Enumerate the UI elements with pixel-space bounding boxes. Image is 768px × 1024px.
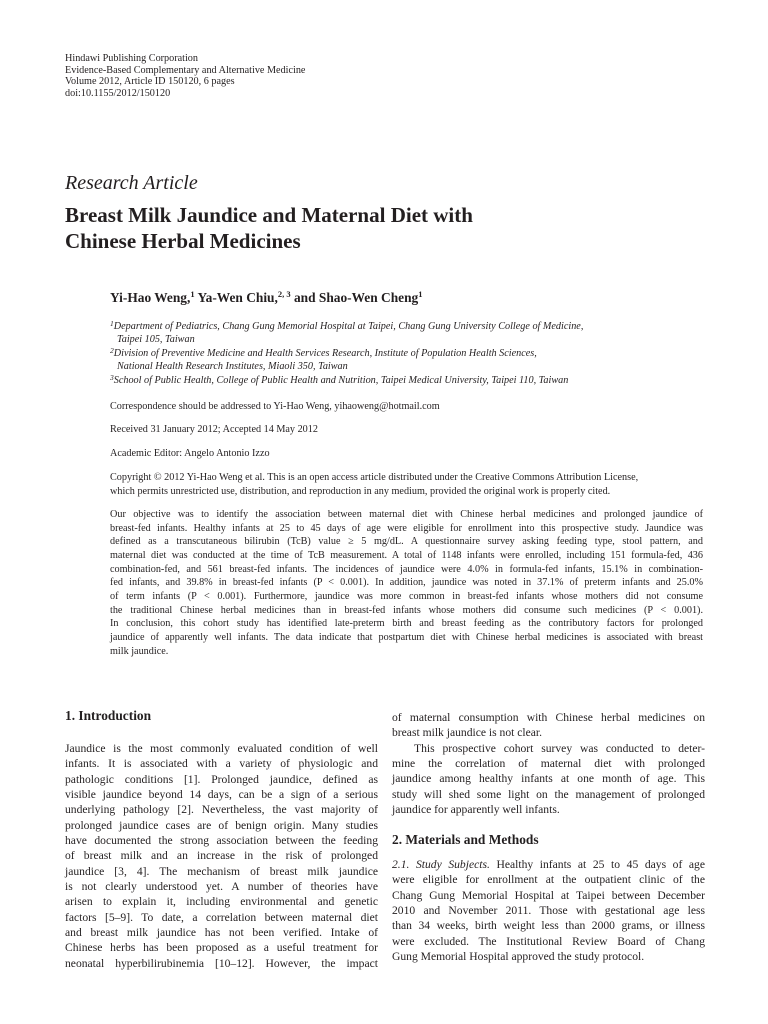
affiliation-item — [110, 347, 710, 373]
article-title — [65, 202, 705, 254]
affiliation-item — [110, 320, 710, 346]
abstract — [110, 508, 703, 658]
affiliation-text: Taipei 105, Taiwan — [117, 334, 195, 345]
body-line: than 34 weeks, birth weight less than 2000 grams, or illness — [392, 919, 705, 933]
author-affiliation-marker: 1 — [418, 289, 423, 299]
body-line: have documented the strong association between the feeding — [65, 834, 378, 848]
abstract-line: maternal diet was conducted at the time of TcB measurement. A total of 1148 infants were enrolled, including 151 formula-fed, 436 — [110, 549, 703, 561]
body-line: Chang Gung Memorial Hospital at Taipei between December — [392, 888, 705, 902]
affiliation-text: Division of Preventive Medicine and Health Services Research, Institute of Population Health Sciences, — [113, 348, 537, 359]
body-line: arisen to explain it, including environmental and genetic — [65, 895, 378, 909]
body-line: and breast milk jaundice has not been verified. Intake of — [65, 926, 378, 940]
introduction-text — [65, 741, 378, 971]
body-line: were excluded. The Institutional Review Board of Chang — [392, 934, 705, 948]
correspondence — [110, 400, 710, 414]
body-line: Chinese herbs has been proposed as a useful treatment for — [65, 941, 378, 955]
body-line: neonatal hyperbilirubinemia [10–12]. However, the impact — [65, 956, 378, 970]
author-affiliation-marker: 2, 3 — [277, 289, 291, 299]
academic-editor: Academic Editor: Angelo Antonio Izzo — [110, 448, 270, 459]
affiliations — [110, 320, 710, 388]
abstract-line: breast-fed infants. Healthy infants at 25 to 45 days of age were eligible for enrollment into this prospective study. Jaundice was — [110, 522, 703, 534]
author-name: and Shao-Wen Cheng — [293, 290, 419, 305]
body-line: breast milk jaundice is not clear. — [392, 726, 543, 740]
body-line: infants. It is associated with a variety of physiologic and — [65, 757, 378, 771]
body-line: jaundice among healthy infants at one month of age. This — [392, 772, 705, 786]
body-line — [392, 857, 705, 872]
title-line: Breast Milk Jaundice and Maternal Diet with — [65, 203, 473, 227]
body-line: prolonged jaundice cases are of benign origin. Many studies — [65, 818, 378, 832]
body-line: Gung Memorial Hospital approved the study protocol. — [392, 950, 645, 964]
section-heading-methods: 2. Materials and Methods — [392, 832, 539, 847]
publisher-name: Hindawi Publishing Corporation — [65, 53, 198, 64]
subsection-title: 2.1. Study Subjects. — [392, 858, 490, 871]
body-line: were eligible for enrollment at the outpatient clinic of the — [392, 873, 705, 887]
correspondence-text: Correspondence should be addressed to Yi-Hao Weng, — [110, 401, 335, 412]
body-text: Healthy infants at 25 to 45 days of age — [489, 858, 705, 871]
body-line: pathologic conditions [1]. Prolonged jaundice, defined as — [65, 772, 378, 786]
affiliation-text: National Health Research Institutes, Miaoli 350, Taiwan — [117, 361, 348, 372]
affiliation-number: 3 — [110, 373, 114, 382]
body-line: Jaundice is the most commonly evaluated condition of well — [65, 742, 378, 755]
body-line: study will shed some light on the management of prolonged — [392, 787, 705, 801]
body-line: of maternal consumption with Chinese herbal medicines on — [392, 711, 705, 724]
body-line: 2010 and November 2011. Those with gestational age less — [392, 904, 705, 918]
abstract-line: defined as a transcutaneous bilirubin (TcB) value ≥ 5 mg/dL. A questionnaire survey asking feeding type, stool pattern, and — [110, 536, 703, 548]
abstract-line: combination-fed, and 561 breast-fed infants. The incidences of jaundice were 4.0% in formula-fed infants, 15.1% in combination- — [110, 563, 703, 575]
affiliation-text: Department of Pediatrics, Chang Gung Memorial Hospital at Taipei, Chang Gung University College of Medicine, — [113, 321, 584, 332]
body-line: jaundice for apparently well infants. — [392, 803, 560, 817]
body-line: of breast milk and an increase in the risk of prolonged — [65, 849, 378, 863]
abstract-line: fed infants, and 39.8% in breast-fed infants (P < 0.001). In addition, jaundice was noted in 37.1% of preterm infants and 25.0% — [110, 577, 703, 589]
article-type: Research Article — [65, 172, 198, 194]
affiliation-number: 1 — [110, 319, 114, 328]
body-line: jaundice [3, 4]. The mechanism of breast milk jaundice — [65, 864, 378, 878]
copyright-line: which permits unrestricted use, distribution, and reproduction in any medium, provided the original work is properly cited. — [110, 485, 611, 497]
abstract-line: jaundice of apparently well infants. The data indicate that postpartum diet with Chinese herbal medicines is associated with breast — [110, 631, 703, 643]
journal-header — [65, 53, 305, 99]
journal-name: Evidence-Based Complementary and Alternative Medicine — [65, 64, 306, 76]
body-line: visible jaundice beyond 14 days, can be a sign of a serious — [65, 788, 378, 802]
abstract-line: Our objective was to identify the association between maternal diet with Chinese herbal medicines and prolonged jaundice of — [110, 509, 703, 520]
correspondence-email[interactable]: yihaoweng@hotmail.com — [334, 401, 440, 412]
body-line: is not clearly understood yet. A number of theories have — [65, 880, 378, 894]
title-line: Chinese Herbal Medicines — [65, 229, 301, 253]
copyright-line: Copyright © 2012 Yi-Hao Weng et al. This is an open access article distributed under the Creative Commons Attribution License, — [110, 472, 639, 483]
abstract-line: milk jaundice. — [110, 645, 169, 657]
section-heading-introduction: 1. Introduction — [65, 708, 152, 723]
abstract-line: the traditional Chinese herbal medicines than in breast-fed infants whose mothers did consume such medicines (P < 0.001). — [110, 604, 703, 616]
author-affiliation-marker: 1 — [190, 289, 195, 299]
author-name: Ya-Wen Chiu, — [197, 290, 278, 305]
methods-text — [392, 857, 705, 964]
body-line: underlying pathology [2]. Nevertheless, the vast majority of — [65, 803, 378, 817]
body-line: This prospective cohort survey was conducted to deter- — [414, 741, 705, 755]
received-dates: Received 31 January 2012; Accepted 14 May 2012 — [110, 424, 318, 435]
right-column-text — [392, 710, 705, 817]
doi[interactable]: doi:10.1155/2012/150120 — [65, 87, 171, 99]
author-list — [110, 290, 422, 306]
body-line: mine the correlation of maternal diet with prolonged — [392, 757, 705, 771]
abstract-line: of term infants (P < 0.001). Furthermore, jaundice was more common in breast-fed infants whose mothers did not consume — [110, 590, 703, 602]
body-line: factors [5–9]. To date, a correlation between maternal diet — [65, 910, 378, 924]
copyright-notice — [110, 471, 710, 498]
affiliation-number: 2 — [110, 346, 114, 355]
volume-info: Volume 2012, Article ID 150120, 6 pages — [65, 76, 235, 88]
affiliation-text: School of Public Health, College of Public Health and Nutrition, Taipei Medical University, Taipei 110, Taiwan — [113, 375, 569, 386]
affiliation-item — [110, 374, 710, 387]
author-name: Yi-Hao Weng, — [110, 290, 191, 305]
abstract-line: In conclusion, this cohort study has identified late-preterm birth and breast feeding as the contributory factors for prolonged — [110, 618, 703, 630]
